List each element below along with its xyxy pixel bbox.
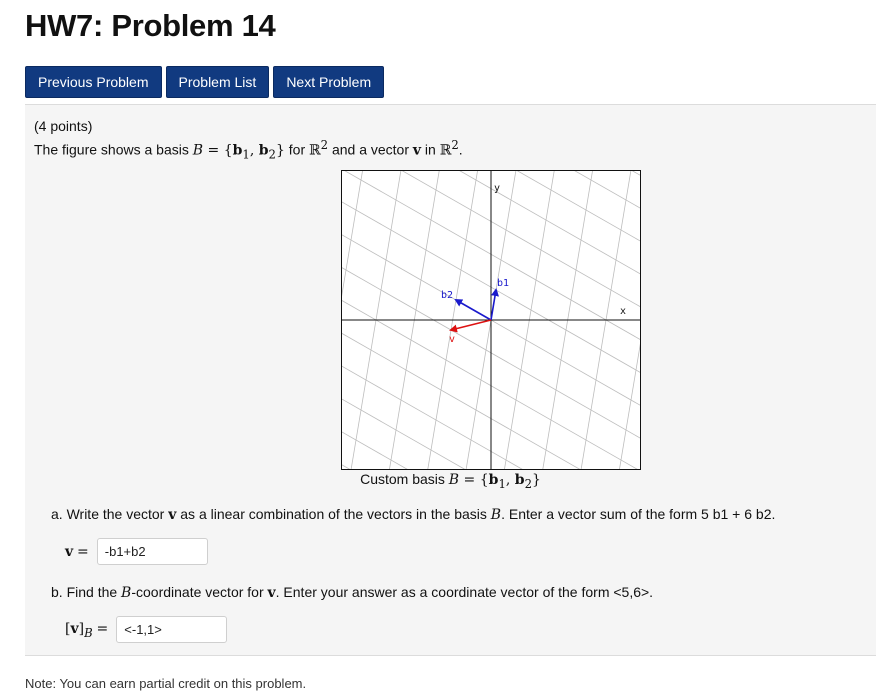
problem-body <box>25 104 876 656</box>
problem-list-button[interactable]: Problem List <box>166 66 270 98</box>
part-b-answer-input[interactable]: <-1,1> <box>116 616 227 643</box>
graph-caption: Custom basis $B = \{b_1$, $b_2$} <box>360 471 541 491</box>
problem-nav <box>25 66 384 98</box>
part-b-question: b. Find the B-coordinate vector for v. Enter your answer as a coordinate vector of the form <5,6>. <box>51 584 654 601</box>
previous-problem-button[interactable]: Previous Problem <box>25 66 162 98</box>
part-a-question: a. Write the vector v as a linear combination of the vectors in the basis B. Enter a vector sum of the form 5 b1 + 6 b2. <box>51 506 776 523</box>
y-axis-label: y <box>494 183 501 194</box>
part-b-answer-row: $[v]_B$ = <-1,1> <box>65 616 227 643</box>
points-label: (4 points) <box>34 118 93 134</box>
partial-credit-note: Note: You can earn partial credit on this problem. <box>25 676 307 691</box>
next-problem-button[interactable]: Next Problem <box>273 66 384 98</box>
part-a-answer-row: v = -b1+b2 <box>65 538 208 565</box>
x-axis-label: x <box>620 306 627 317</box>
page-title: HW7: Problem 14 <box>25 8 276 43</box>
v-label: v <box>449 334 456 345</box>
b2-label: b2 <box>441 290 454 301</box>
part-a-answer-input[interactable]: -b1+b2 <box>97 538 208 565</box>
b1-label: b1 <box>497 278 510 289</box>
problem-intro: The figure shows a basis $B = \{b_1$, $b_2$} for ℝ$^2$ and a vector v in ℝ$^2$. <box>34 138 463 162</box>
basis-graph <box>341 170 641 470</box>
